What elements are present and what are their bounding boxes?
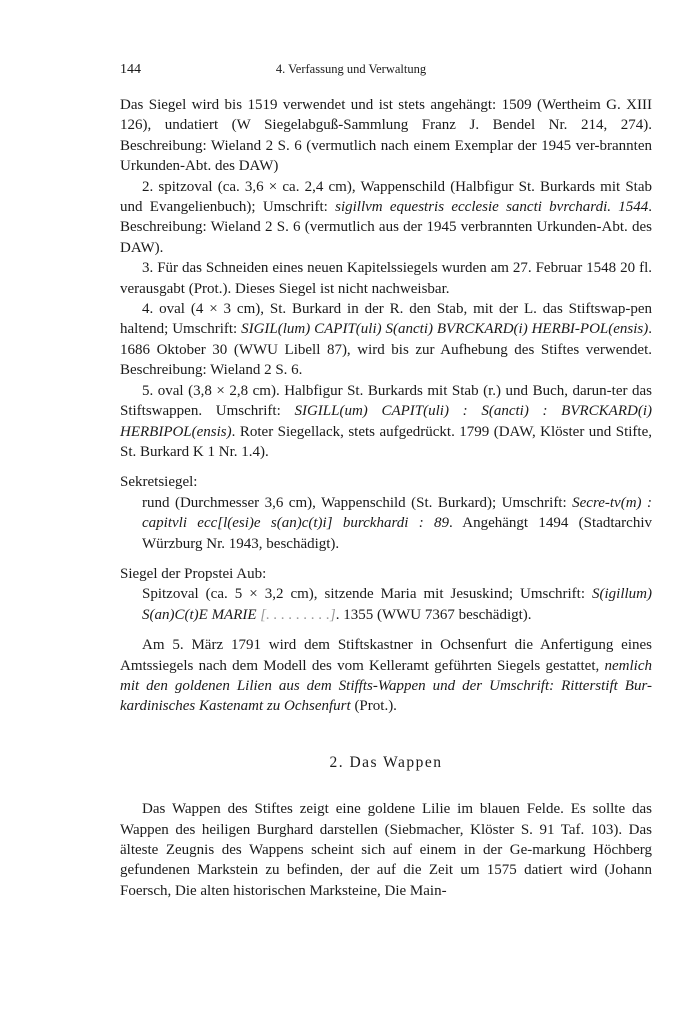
paragraph-seal-5 <box>120 381 652 463</box>
text-run: 2. spitzoval (ca. 3,6 × ca. 2,4 cm), Wappenschild (Halbfigur St. Burkards mit Stab und Evangelienbuch); Umschrift: <box>120 178 652 216</box>
lacuna: [. . . . . . . . .] <box>260 606 336 623</box>
inscription: Secre-tv(m) : capitvli ecc[l(esi)e s(an)c(t)i] burckhardi : 89 <box>142 494 652 532</box>
paragraph-seal-3: 3. Für das Schneiden eines neuen Kapitelssiegels wurden am 27. Februar 1548 20 fl. verausgabt (Prot.). Dieses Siegel ist nicht nachweisbar. <box>120 260 652 297</box>
text-run: . 1355 (WWU 7367 beschädigt). <box>335 606 532 623</box>
paragraph-amtssiegel <box>120 635 652 717</box>
paragraph-seal-2 <box>120 177 652 259</box>
page-number: 144 <box>120 62 141 77</box>
text-run: Spitzoval (ca. 5 × 3,2 cm), sitzende Maria mit Jesuskind; Umschrift: <box>142 586 592 603</box>
text-run: 4. oval (4 × 3 cm), St. Burkard in der R. den Stab, mit der L. das Stiftswap-pen haltend; Umschrift: <box>120 301 652 338</box>
text-run: (Prot.). <box>350 698 397 715</box>
label-propstei: Siegel der Propstei Aub: <box>120 565 267 582</box>
paragraph-sekretsiegel <box>120 493 652 554</box>
text-run: 5. oval (3,8 × 2,8 cm). Halbfigur St. Burkards mit Stab (r.) und Buch, darun-ter das Stiftswappen. Umschrift: <box>120 382 652 420</box>
section-title: 2. Das Wappen <box>329 753 443 771</box>
page-header <box>120 62 582 82</box>
text-run: . Roter Siegellack, stets aufgedrückt. 1799 (DAW, Klöster und Stifte, St. Burkard K 1 Nr. 1.4). <box>120 423 652 460</box>
text-run: . 1686 Oktober 30 (WWU Libell 87), wird bis zur Aufhebung des Stiftes verwendet. Beschreibung: Wieland 2 S. 6. <box>120 321 652 379</box>
quotation: nemlich mit den goldenen Lilien aus dem Stiffts-Wappen und der Umschrift: Ritterstift Bur-kardinisches Kastenamt zu Ochsenfurt <box>120 657 652 715</box>
paragraph-seal-4 <box>120 299 652 381</box>
paragraph-propstei <box>120 584 652 625</box>
label-sekretsiegel: Sekretsiegel: <box>120 474 198 491</box>
paragraph-intro: Das Siegel wird bis 1519 verwendet und ist stets angehängt: 1509 (Wertheim G. XIII 126), undatiert (W Siegelabguß-Sammlung Franz J. Bendel Nr. 214, 274). Beschreibung: Wieland 2 S. 6 (vermutlich nach einem Exemplar der 1945 ver-brannten Urkunden-Abt. des DAW) <box>120 97 652 175</box>
inscription: SIGILL(um) CAPIT(uli) : S(ancti) : BVRCKARD(i) HERBIPOL(ensis) <box>120 403 652 440</box>
text-run: rund (Durchmesser 3,6 cm), Wappenschild (St. Burkard); Umschrift: <box>142 494 573 511</box>
inscription: SIGIL(lum) CAPIT(uli) S(ancti) BVRCKARD(i) HERBI-POL(ensis) <box>241 321 649 338</box>
text-run: . Beschreibung: Wieland 2 S. 6 (vermutlich aus der 1945 verbrannten Urkunden-Abt. des DAW). <box>120 199 653 256</box>
inscription: S(igillum) S(an)C(t)E MARIE <box>142 586 652 623</box>
inscription: sigillvm equestris ecclesie sancti bvrchardi. 1544 <box>335 199 649 216</box>
running-head: 4. Verfassung und Verwaltung <box>275 62 427 76</box>
page-body <box>120 95 652 901</box>
paragraph-wappen: Das Wappen des Stiftes zeigt eine goldene Lilie im blauen Felde. Es sollte das Wappen des heiligen Burghard darstellen (Siebmacher, Klöster S. 91 Taf. 103). Das älteste Zeugnis des Wappens scheint sich auf einem in der Ge-markung Höchberg gefundenen Markstein zu befinden, der auf die Zeit um 1575 datiert wird (Johann Foersch, Die alten historischen Marksteine, Die Main- <box>120 801 652 899</box>
text-run: Am 5. März 1791 wird dem Stiftskastner in Ochsenfurt die Anfertigung eines Amtssiegels nach dem Modell des vom Kelleramt geführten Siegels gestattet, <box>120 637 652 674</box>
text-run: . Angehängt 1494 (Stadtarchiv Würzburg Nr. 1943, beschädigt). <box>142 515 652 552</box>
